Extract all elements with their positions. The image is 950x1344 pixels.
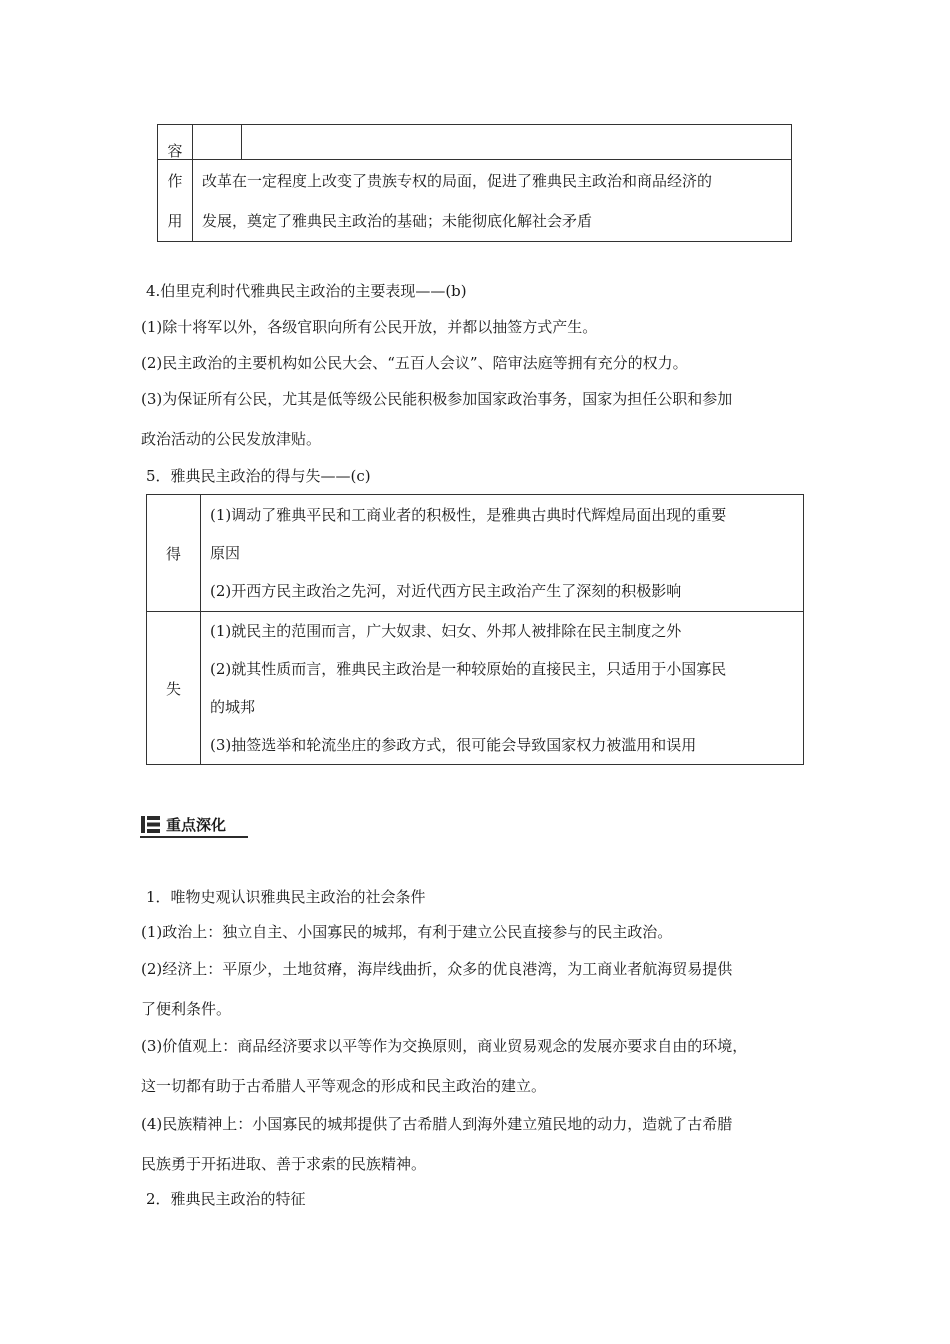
effect-label-2: 用 — [167, 211, 183, 230]
focus-item1-title: 1．唯物史观认识雅典民主政治的社会条件 — [146, 888, 426, 906]
empty-mid-cell — [193, 125, 242, 160]
section4-p3a: (3)为保证所有公民，尤其是低等级公民能积极参加国家政治事务，国家为担任公职和参加 — [141, 390, 733, 408]
section4-p3b: 政治活动的公民发放津贴。 — [141, 430, 322, 448]
section-list-icon — [141, 816, 160, 833]
effect-label-cell — [158, 160, 193, 242]
focus-item1-p3a: (3)价值观上：商品经济要求以平等作为交换原则，商业贸易观念的发展亦要求自由的环境， — [141, 1037, 748, 1055]
loss-item-1: (1)就民主的范围而言，广大奴隶、妇女、外邦人被排除在民主制度之外 — [210, 622, 682, 640]
focus-item2-title: 2．雅典民主政治的特征 — [146, 1190, 306, 1208]
empty-content-cell — [242, 125, 792, 160]
effect-text-line2: 发展，奠定了雅典民主政治的基础；未能彻底化解社会矛盾 — [202, 211, 593, 230]
gain-item-2: (2)开西方民主政治之先河，对近代西方民主政治产生了深刻的积极影响 — [210, 582, 682, 600]
gain-label-cell — [147, 495, 201, 612]
gain-label: 得 — [165, 544, 181, 563]
focus-section-title: 重点深化 — [166, 816, 227, 834]
loss-content-cell — [201, 612, 804, 765]
section-underline — [140, 836, 248, 838]
loss-label-cell — [147, 612, 201, 765]
content-label: 容 — [167, 142, 183, 160]
section4-title: 4.伯里克利时代雅典民主政治的主要表现——(b) — [146, 282, 467, 300]
focus-item1-p4b: 民族勇于开拓进取、善于求索的民族精神。 — [141, 1155, 427, 1173]
focus-item1-p2b: 了便利条件。 — [141, 1000, 232, 1018]
gain-item-1b: 原因 — [210, 544, 241, 562]
section4-p2: (2)民主政治的主要机构如公民大会、“五百人会议”、陪审法庭等拥有充分的权力。 — [141, 354, 688, 372]
section4-p1: (1)除十将军以外，各级官职向所有公民开放，并都以抽签方式产生。 — [141, 318, 598, 336]
loss-label: 失 — [165, 679, 181, 698]
focus-item1-p1: (1)政治上：独立自主、小国寡民的城邦，有利于建立公民直接参与的民主政治。 — [141, 923, 673, 941]
gain-item-1a: (1)调动了雅典平民和工商业者的积极性，是雅典古典时代辉煌局面出现的重要 — [210, 506, 727, 524]
focus-item1-p4a: (4)民族精神上：小国寡民的城邦提供了古希腊人到海外建立殖民地的动力，造就了古希腊 — [141, 1115, 733, 1133]
loss-item-2a: (2)就其性质而言，雅典民主政治是一种较原始的直接民主，只适用于小国寡民 — [210, 660, 727, 678]
gain-loss-table — [146, 494, 804, 765]
focus-section-header — [140, 814, 248, 839]
focus-item1-p3b: 这一切都有助于古希腊人平等观念的形成和民主政治的建立。 — [141, 1077, 547, 1095]
loss-item-3: (3)抽签选举和轮流坐庄的参政方式，很可能会导致国家权力被滥用和误用 — [210, 736, 697, 754]
effect-label-1: 作 — [167, 171, 183, 190]
focus-item1-p2a: (2)经济上：平原少，土地贫瘠，海岸线曲折，众多的优良港湾，为工商业者航海贸易提供 — [141, 960, 733, 978]
loss-item-2b: 的城邦 — [210, 698, 256, 716]
section5-title: 5．雅典民主政治的得与失——(c) — [146, 467, 371, 485]
content-label-cell — [158, 125, 193, 160]
gain-content-cell — [201, 495, 804, 612]
effect-content-cell — [193, 160, 792, 242]
reform-table — [157, 124, 792, 242]
effect-text-line1: 改革在一定程度上改变了贵族专权的局面，促进了雅典民主政治和商品经济的 — [202, 171, 713, 190]
